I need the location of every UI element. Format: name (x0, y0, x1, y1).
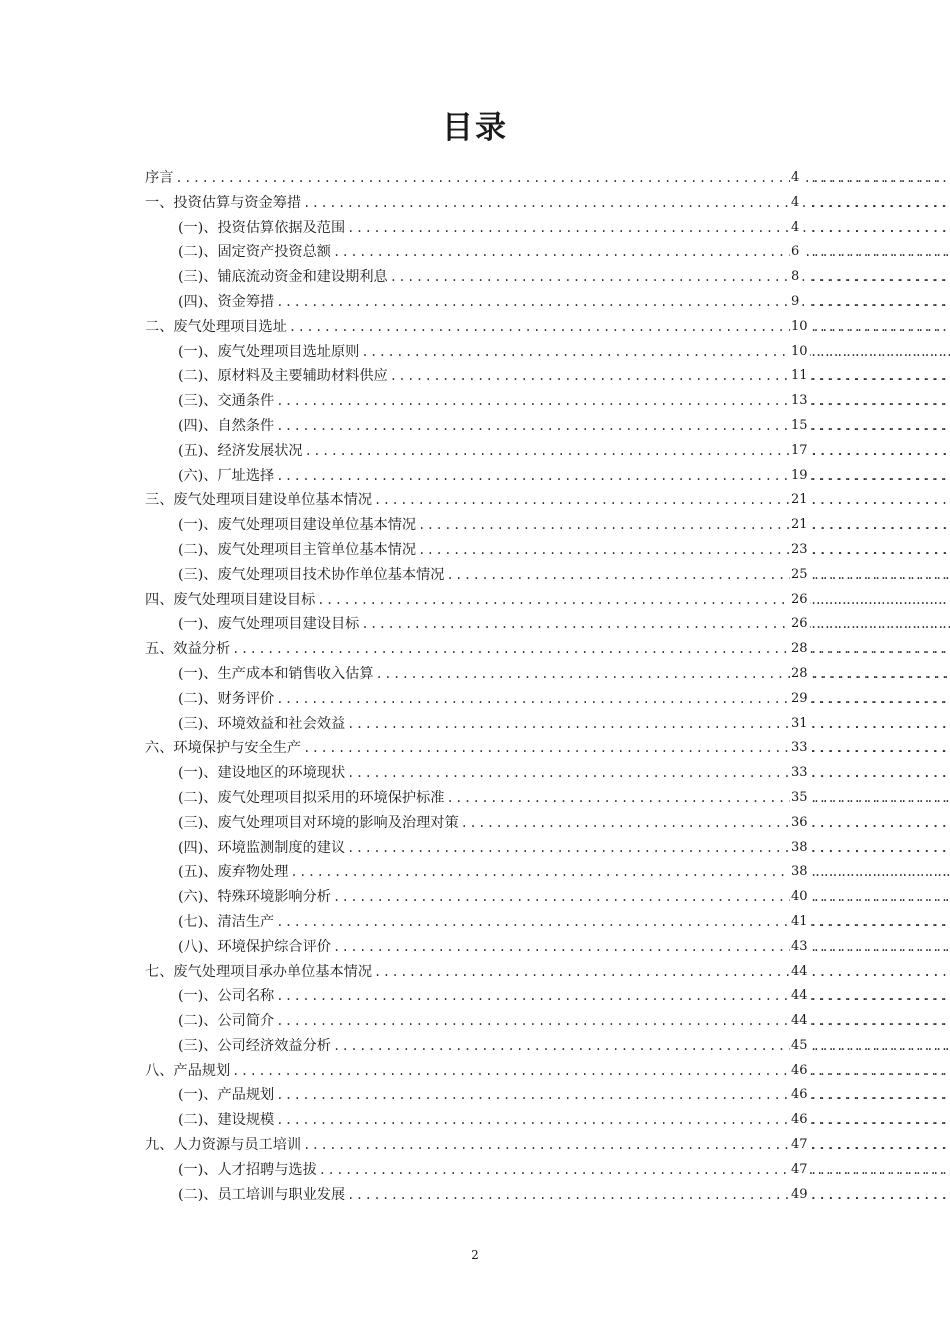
dot-leader-trailing (810, 885, 950, 910)
toc-entry-page: 4 (790, 216, 801, 241)
page-number: 2 (471, 1248, 479, 1262)
dot-leader-trailing (810, 960, 950, 985)
toc-entry-title: 五、效益分析 (145, 641, 231, 658)
toc-entry-page: 29 (790, 687, 810, 712)
toc-entry-title: (二)、员工培训与职业发展 (178, 1186, 346, 1203)
dot-leader-trailing (810, 1034, 950, 1059)
toc-entry-title: (一)、废气处理项目建设目标 (178, 616, 360, 633)
toc-entry-title: 序言 (145, 170, 174, 186)
toc-entry-title: (五)、经济发展状况 (178, 442, 303, 459)
dot-leader-trailing (810, 786, 950, 811)
toc-entry-page: 47 (790, 1158, 810, 1183)
dot-leader-trailing (810, 315, 950, 340)
toc-entry-title: 九、人力资源与员工培训 (145, 1137, 302, 1154)
dot-leader-trailing (810, 563, 950, 588)
dot-leader-trailing (810, 612, 950, 637)
toc-entry-page: 44 (790, 1009, 810, 1034)
toc-entry-page: 38 (790, 860, 810, 885)
dot-leader-trailing (810, 1059, 950, 1084)
toc-subentry[interactable] (145, 1158, 950, 1183)
toc-entry-title: (三)、铺底流动资金和建设期利息 (178, 269, 388, 286)
toc-entry-page: 46 (790, 1059, 810, 1084)
toc-entry-title: (七)、清洁生产 (178, 913, 275, 930)
toc-subentry[interactable] (145, 1009, 950, 1034)
dot-leader-trailing (810, 513, 950, 538)
toc-subentry[interactable] (145, 389, 950, 414)
toc-entry[interactable] (145, 315, 950, 340)
toc-entry[interactable] (145, 588, 950, 613)
dot-leader-trailing (810, 265, 950, 290)
toc-entry-title: (二)、固定资产投资总额 (178, 244, 331, 261)
dot-leader-trailing (810, 910, 950, 935)
dot-leader-trailing (810, 1108, 950, 1133)
dot-leader-trailing (810, 588, 950, 613)
toc-entry-page: 44 (790, 984, 810, 1009)
toc-subentry[interactable] (145, 687, 950, 712)
toc-entry-page: 41 (790, 910, 810, 935)
toc-entry-title: (二)、原材料及主要辅助材料供应 (178, 368, 388, 385)
dot-leader-trailing (810, 687, 950, 712)
toc-subentry[interactable] (145, 414, 950, 439)
toc-subentry[interactable] (145, 265, 950, 290)
toc-entry-title: (三)、废气处理项目对环境的影响及治理对策 (178, 814, 459, 831)
toc-subentry[interactable] (145, 1083, 950, 1108)
toc-entry[interactable] (145, 736, 950, 761)
dot-leader-trailing (810, 1009, 950, 1034)
toc-entry-page: 33 (790, 736, 810, 761)
toc-subentry[interactable] (145, 761, 950, 786)
toc-entry-page: 49 (790, 1183, 810, 1208)
toc-entry-page: 25 (790, 563, 810, 588)
toc-subentry[interactable] (145, 612, 950, 637)
toc-entry[interactable] (145, 1133, 950, 1158)
toc-subentry[interactable] (145, 513, 950, 538)
dot-leader-trailing (810, 191, 950, 216)
dot-leader-trailing (810, 712, 950, 737)
toc-entry-title: (五)、废弃物处理 (178, 864, 289, 881)
dot-leader-trailing (810, 240, 950, 265)
toc-entry-page: 47 (790, 1133, 810, 1158)
dot-leader-trailing (810, 761, 950, 786)
toc-entry-page: 4 (790, 166, 801, 191)
toc-entry-page: 26 (790, 588, 810, 613)
toc-entry-title: (一)、人才招聘与选拔 (178, 1161, 317, 1178)
toc-subentry[interactable] (145, 1034, 950, 1059)
dot-leader-trailing (810, 389, 950, 414)
toc-entry-title: (四)、资金筹措 (178, 293, 275, 310)
toc-entry-title: (二)、财务评价 (178, 690, 275, 707)
toc-entry-title: (四)、环境监测制度的建议 (178, 839, 346, 856)
toc-entry-title: (四)、自然条件 (178, 417, 275, 434)
toc-entry-title: 八、产品规划 (145, 1062, 231, 1079)
dot-leader-trailing (810, 166, 950, 191)
toc-entry-page: 44 (790, 960, 810, 985)
toc-entry-title: (三)、环境效益和社会效益 (178, 715, 346, 732)
dot-leader-trailing (810, 662, 950, 687)
toc-entry-title: (一)、建设地区的环境现状 (178, 765, 346, 782)
toc-subentry[interactable] (145, 340, 950, 365)
toc-entry[interactable] (145, 191, 950, 216)
toc-entry-title: (二)、公司简介 (178, 1013, 275, 1030)
toc-subentry[interactable] (145, 290, 950, 315)
toc-entry-page: 33 (790, 761, 810, 786)
toc-entry-title: (一)、投资估算依据及范围 (178, 219, 346, 236)
dot-leader-trailing (810, 488, 950, 513)
dot-leader-trailing (810, 216, 950, 241)
toc-subentry[interactable] (145, 662, 950, 687)
toc-entry-title: 七、废气处理项目承办单位基本情况 (145, 963, 373, 980)
toc-entry-title: (二)、废气处理项目拟采用的环境保护标准 (178, 789, 445, 806)
toc-entry-title: (三)、废气处理项目技术协作单位基本情况 (178, 566, 445, 583)
toc-entry[interactable] (145, 166, 950, 191)
toc-subentry[interactable] (145, 439, 950, 464)
toc-entry[interactable] (145, 488, 950, 513)
toc-entry-page: 40 (790, 885, 810, 910)
toc-subentry[interactable] (145, 240, 950, 265)
toc-entry[interactable] (145, 637, 950, 662)
toc-entry-title: (八)、环境保护综合评价 (178, 938, 331, 955)
dot-leader-trailing (810, 736, 950, 761)
toc-subentry[interactable] (145, 563, 950, 588)
dot-leader-trailing (810, 414, 950, 439)
toc-entry-page: 13 (790, 389, 810, 414)
toc-entry-title: (一)、生产成本和销售收入估算 (178, 665, 374, 682)
dot-leader-trailing (810, 811, 950, 836)
toc-title: 目录 (442, 110, 508, 146)
toc-entry-page: 10 (790, 340, 810, 365)
toc-entry-page: 45 (790, 1034, 810, 1059)
toc-entry-page: 23 (790, 538, 810, 563)
toc-entry-page: 36 (790, 811, 810, 836)
toc-subentry[interactable] (145, 712, 950, 737)
toc-entry-page: 31 (790, 712, 810, 737)
table-of-contents (145, 166, 950, 1207)
toc-entry-page: 46 (790, 1083, 810, 1108)
dot-leader-trailing (810, 1133, 950, 1158)
toc-entry-title: (三)、交通条件 (178, 393, 275, 410)
toc-entry-title: (六)、特殊环境影响分析 (178, 889, 331, 906)
toc-subentry[interactable] (145, 836, 950, 861)
toc-entry-page: 26 (790, 612, 810, 637)
toc-subentry[interactable] (145, 538, 950, 563)
toc-entry-page: 10 (790, 315, 810, 340)
toc-entry-page: 43 (790, 935, 810, 960)
toc-entry-title: 一、投资估算与资金筹措 (145, 194, 302, 211)
toc-entry-page: 11 (790, 364, 810, 389)
toc-entry-page: 6 (790, 240, 801, 265)
toc-subentry[interactable] (145, 216, 950, 241)
dot-leader-trailing (810, 464, 950, 489)
toc-entry-title: (二)、建设规模 (178, 1112, 275, 1129)
toc-subentry[interactable] (145, 364, 950, 389)
toc-entry-page: 9 (790, 290, 801, 315)
toc-entry-title: (一)、废气处理项目选址原则 (178, 343, 360, 360)
toc-entry-page: 8 (790, 265, 801, 290)
toc-entry-page: 4 (790, 191, 801, 216)
toc-subentry[interactable] (145, 984, 950, 1009)
dot-leader-trailing (810, 984, 950, 1009)
toc-entry-page: 21 (790, 513, 810, 538)
toc-entry-title: 三、废气处理项目建设单位基本情况 (145, 492, 373, 509)
dot-leader-trailing (810, 439, 950, 464)
dot-leader-trailing (810, 340, 950, 365)
toc-subentry[interactable] (145, 786, 950, 811)
toc-entry-title: (三)、公司经济效益分析 (178, 1037, 331, 1054)
toc-subentry[interactable] (145, 1108, 950, 1133)
dot-leader-trailing (810, 1158, 950, 1183)
dot-leader-trailing (810, 935, 950, 960)
toc-entry-page: 28 (790, 662, 810, 687)
toc-subentry[interactable] (145, 860, 950, 885)
toc-entry-page: 21 (790, 488, 810, 513)
toc-entry-title: (一)、废气处理项目建设单位基本情况 (178, 517, 417, 534)
toc-entry[interactable] (145, 960, 950, 985)
toc-entry-title: (六)、厂址选择 (178, 467, 275, 484)
toc-entry-title: 六、环境保护与安全生产 (145, 740, 302, 757)
dot-leader-trailing (810, 860, 950, 885)
toc-entry-title: (一)、产品规划 (178, 1087, 275, 1104)
dot-leader-trailing (810, 290, 950, 315)
toc-entry-page: 28 (790, 637, 810, 662)
dot-leader-trailing (810, 364, 950, 389)
dot-leader-trailing (810, 1183, 950, 1208)
toc-entry-title: (二)、废气处理项目主管单位基本情况 (178, 541, 417, 558)
toc-entry-title: 二、废气处理项目选址 (145, 318, 287, 335)
toc-entry[interactable] (145, 1059, 950, 1084)
dot-leader-trailing (810, 538, 950, 563)
dot-leader-trailing (810, 836, 950, 861)
toc-entry-page: 46 (790, 1108, 810, 1133)
dot-leader-trailing (810, 1083, 950, 1108)
toc-entry-page: 17 (790, 439, 810, 464)
toc-subentry[interactable] (145, 464, 950, 489)
toc-subentry[interactable] (145, 935, 950, 960)
toc-subentry[interactable] (145, 811, 950, 836)
toc-subentry[interactable] (145, 910, 950, 935)
toc-entry-title: 四、废气处理项目建设目标 (145, 591, 316, 608)
toc-entry-page: 38 (790, 836, 810, 861)
toc-subentry[interactable] (145, 1183, 950, 1208)
toc-entry-title: (一)、公司名称 (178, 988, 275, 1005)
toc-subentry[interactable] (145, 885, 950, 910)
toc-entry-page: 19 (790, 464, 810, 489)
dot-leader-trailing (810, 637, 950, 662)
toc-entry-page: 35 (790, 786, 810, 811)
toc-entry-page: 15 (790, 414, 810, 439)
